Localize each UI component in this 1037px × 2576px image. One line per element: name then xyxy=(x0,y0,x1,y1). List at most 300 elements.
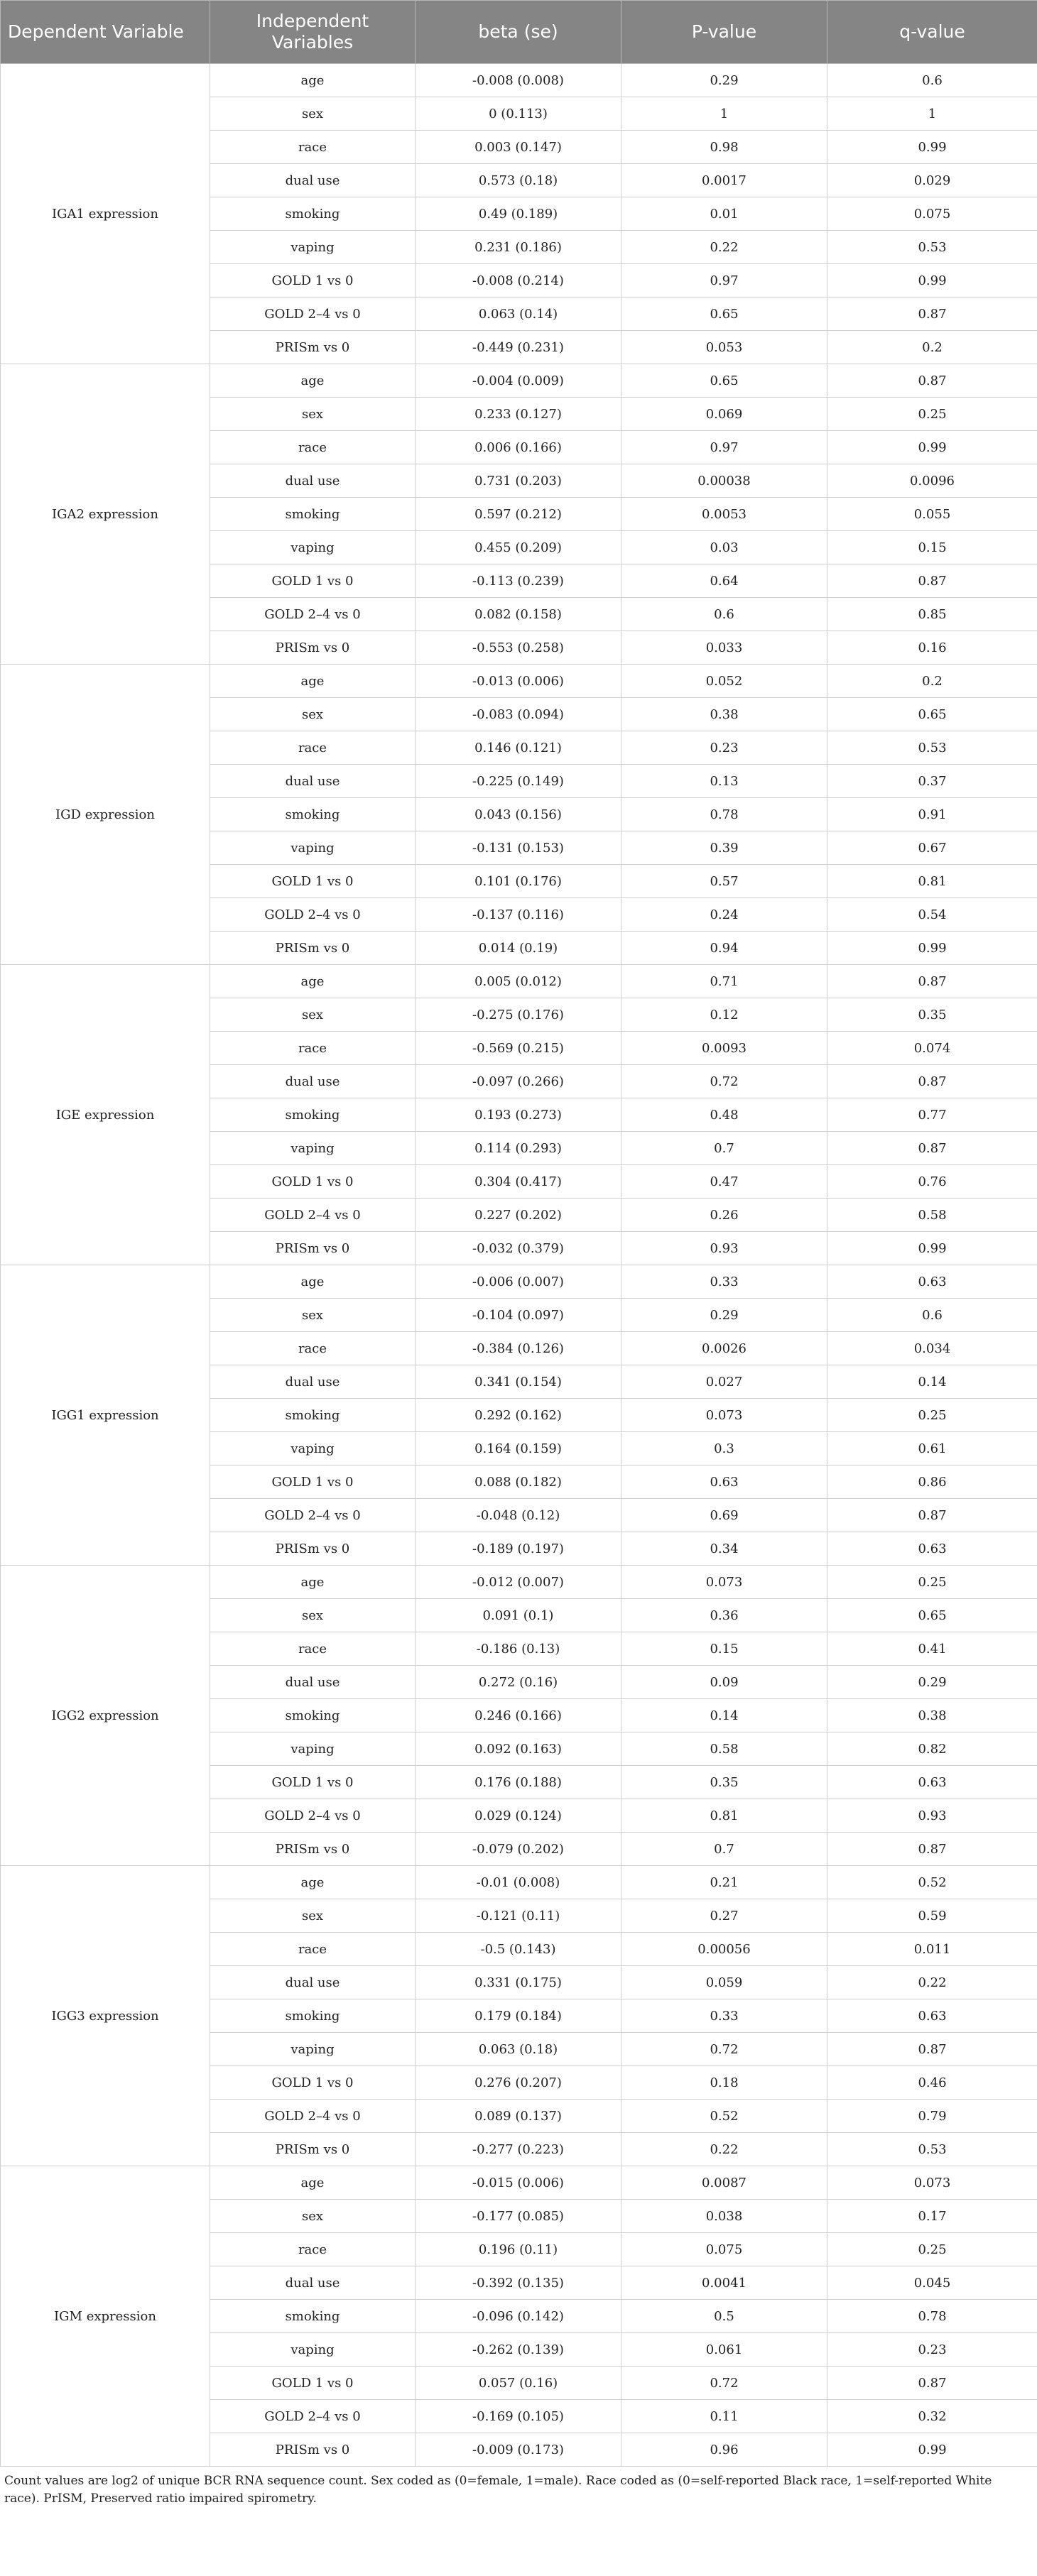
table-row xyxy=(1,965,1037,998)
header-independent-variables: Independent Variables xyxy=(210,1,416,64)
independent-variable-cell: smoking xyxy=(210,197,416,231)
p-value-cell: 0.72 xyxy=(621,2033,827,2066)
dependent-variable-cell: IGE expression xyxy=(1,965,210,1265)
p-value-cell: 0.073 xyxy=(621,1566,827,1599)
p-value-cell: 0.09 xyxy=(621,1666,827,1699)
independent-variable-cell: GOLD 1 vs 0 xyxy=(210,2367,416,2400)
independent-variable-cell: race xyxy=(210,131,416,164)
independent-variable-cell: age xyxy=(210,2166,416,2200)
beta-se-cell: 0.304 (0.417) xyxy=(416,1165,621,1199)
p-value-cell: 0.33 xyxy=(621,1265,827,1299)
q-value-cell: 0.99 xyxy=(827,932,1037,965)
beta-se-cell: -0.189 (0.197) xyxy=(416,1532,621,1566)
q-value-cell: 0.23 xyxy=(827,2333,1037,2367)
independent-variable-cell: sex xyxy=(210,698,416,731)
beta-se-cell: 0.003 (0.147) xyxy=(416,131,621,164)
q-value-cell: 0.58 xyxy=(827,1199,1037,1232)
q-value-cell: 0.075 xyxy=(827,197,1037,231)
independent-variable-cell: vaping xyxy=(210,1732,416,1766)
independent-variable-cell: age xyxy=(210,364,416,398)
beta-se-cell: 0.573 (0.18) xyxy=(416,164,621,197)
independent-variable-cell: GOLD 1 vs 0 xyxy=(210,1165,416,1199)
p-value-cell: 0.72 xyxy=(621,1065,827,1098)
beta-se-cell: 0.005 (0.012) xyxy=(416,965,621,998)
independent-variable-cell: race xyxy=(210,731,416,765)
q-value-cell: 0.65 xyxy=(827,698,1037,731)
q-value-cell: 0.0096 xyxy=(827,464,1037,498)
p-value-cell: 0.00038 xyxy=(621,464,827,498)
p-value-cell: 0.65 xyxy=(621,298,827,331)
independent-variable-cell: sex xyxy=(210,97,416,131)
p-value-cell: 0.97 xyxy=(621,431,827,464)
dependent-variable-cell: IGM expression xyxy=(1,2166,210,2467)
q-value-cell: 0.65 xyxy=(827,1599,1037,1632)
beta-se-cell: -0.008 (0.214) xyxy=(416,264,621,298)
p-value-cell: 0.81 xyxy=(621,1799,827,1833)
p-value-cell: 0.94 xyxy=(621,932,827,965)
beta-se-cell: -0.032 (0.379) xyxy=(416,1232,621,1265)
table-body xyxy=(1,64,1037,2467)
independent-variable-cell: PRISm vs 0 xyxy=(210,631,416,665)
independent-variable-cell: smoking xyxy=(210,798,416,831)
p-value-cell: 0.14 xyxy=(621,1699,827,1732)
beta-se-cell: 0.193 (0.273) xyxy=(416,1098,621,1132)
p-value-cell: 0.075 xyxy=(621,2233,827,2266)
q-value-cell: 0.63 xyxy=(827,1999,1037,2033)
dependent-variable-cell: IGA1 expression xyxy=(1,64,210,364)
beta-se-cell: -0.006 (0.007) xyxy=(416,1265,621,1299)
independent-variable-cell: dual use xyxy=(210,1065,416,1098)
p-value-cell: 0.21 xyxy=(621,1866,827,1899)
beta-se-cell: -0.097 (0.266) xyxy=(416,1065,621,1098)
q-value-cell: 0.46 xyxy=(827,2066,1037,2100)
beta-se-cell: 0.196 (0.11) xyxy=(416,2233,621,2266)
independent-variable-cell: GOLD 1 vs 0 xyxy=(210,865,416,898)
p-value-cell: 0.033 xyxy=(621,631,827,665)
p-value-cell: 0.7 xyxy=(621,1833,827,1866)
independent-variable-cell: vaping xyxy=(210,2333,416,2367)
q-value-cell: 0.25 xyxy=(827,398,1037,431)
table-row xyxy=(1,364,1037,398)
independent-variable-cell: sex xyxy=(210,998,416,1032)
q-value-cell: 0.073 xyxy=(827,2166,1037,2200)
independent-variable-cell: age xyxy=(210,1566,416,1599)
dependent-variable-cell: IGG2 expression xyxy=(1,1566,210,1866)
independent-variable-cell: GOLD 1 vs 0 xyxy=(210,1766,416,1799)
table-row xyxy=(1,2166,1037,2200)
q-value-cell: 0.87 xyxy=(827,2033,1037,2066)
p-value-cell: 0.12 xyxy=(621,998,827,1032)
beta-se-cell: 0.272 (0.16) xyxy=(416,1666,621,1699)
beta-se-cell: 0.49 (0.189) xyxy=(416,197,621,231)
p-value-cell: 0.26 xyxy=(621,1199,827,1232)
p-value-cell: 0.059 xyxy=(621,1966,827,1999)
p-value-cell: 0.00056 xyxy=(621,1933,827,1966)
beta-se-cell: 0.227 (0.202) xyxy=(416,1199,621,1232)
p-value-cell: 0.053 xyxy=(621,331,827,364)
q-value-cell: 0.25 xyxy=(827,2233,1037,2266)
beta-se-cell: 0.057 (0.16) xyxy=(416,2367,621,2400)
independent-variable-cell: dual use xyxy=(210,2266,416,2300)
beta-se-cell: 0.114 (0.293) xyxy=(416,1132,621,1165)
independent-variable-cell: vaping xyxy=(210,231,416,264)
independent-variable-cell: smoking xyxy=(210,2300,416,2333)
q-value-cell: 0.16 xyxy=(827,631,1037,665)
independent-variable-cell: vaping xyxy=(210,1432,416,1466)
beta-se-cell: 0.176 (0.188) xyxy=(416,1766,621,1799)
p-value-cell: 0.0093 xyxy=(621,1032,827,1065)
q-value-cell: 0.15 xyxy=(827,531,1037,564)
q-value-cell: 0.14 xyxy=(827,1365,1037,1399)
beta-se-cell: -0.104 (0.097) xyxy=(416,1299,621,1332)
independent-variable-cell: smoking xyxy=(210,1699,416,1732)
beta-se-cell: 0.089 (0.137) xyxy=(416,2100,621,2133)
q-value-cell: 0.25 xyxy=(827,1566,1037,1599)
p-value-cell: 0.36 xyxy=(621,1599,827,1632)
independent-variable-cell: GOLD 1 vs 0 xyxy=(210,2066,416,2100)
beta-se-cell: -0.083 (0.094) xyxy=(416,698,621,731)
independent-variable-cell: dual use xyxy=(210,464,416,498)
q-value-cell: 0.53 xyxy=(827,231,1037,264)
p-value-cell: 0.027 xyxy=(621,1365,827,1399)
beta-se-cell: 0.731 (0.203) xyxy=(416,464,621,498)
q-value-cell: 0.2 xyxy=(827,331,1037,364)
beta-se-cell: 0.092 (0.163) xyxy=(416,1732,621,1766)
p-value-cell: 0.58 xyxy=(621,1732,827,1766)
q-value-cell: 0.63 xyxy=(827,1532,1037,1566)
p-value-cell: 0.38 xyxy=(621,698,827,731)
header-beta-se: beta (se) xyxy=(416,1,621,64)
p-value-cell: 0.13 xyxy=(621,765,827,798)
beta-se-cell: -0.275 (0.176) xyxy=(416,998,621,1032)
q-value-cell: 0.35 xyxy=(827,998,1037,1032)
beta-se-cell: 0.101 (0.176) xyxy=(416,865,621,898)
beta-se-cell: -0.008 (0.008) xyxy=(416,64,621,97)
independent-variable-cell: smoking xyxy=(210,1399,416,1432)
beta-se-cell: -0.015 (0.006) xyxy=(416,2166,621,2200)
p-value-cell: 0.39 xyxy=(621,831,827,865)
beta-se-cell: -0.01 (0.008) xyxy=(416,1866,621,1899)
q-value-cell: 0.055 xyxy=(827,498,1037,531)
beta-se-cell: -0.262 (0.139) xyxy=(416,2333,621,2367)
q-value-cell: 0.87 xyxy=(827,1132,1037,1165)
q-value-cell: 0.82 xyxy=(827,1732,1037,1766)
q-value-cell: 0.22 xyxy=(827,1966,1037,1999)
q-value-cell: 0.87 xyxy=(827,298,1037,331)
independent-variable-cell: PRISm vs 0 xyxy=(210,1232,416,1265)
p-value-cell: 1 xyxy=(621,97,827,131)
p-value-cell: 0.7 xyxy=(621,1132,827,1165)
independent-variable-cell: race xyxy=(210,1332,416,1365)
q-value-cell: 0.93 xyxy=(827,1799,1037,1833)
p-value-cell: 0.93 xyxy=(621,1232,827,1265)
p-value-cell: 0.29 xyxy=(621,1299,827,1332)
independent-variable-cell: PRISm vs 0 xyxy=(210,1532,416,1566)
p-value-cell: 0.0026 xyxy=(621,1332,827,1365)
q-value-cell: 0.25 xyxy=(827,1399,1037,1432)
beta-se-cell: -0.079 (0.202) xyxy=(416,1833,621,1866)
independent-variable-cell: age xyxy=(210,1265,416,1299)
beta-se-cell: 0.164 (0.159) xyxy=(416,1432,621,1466)
q-value-cell: 0.85 xyxy=(827,598,1037,631)
independent-variable-cell: GOLD 2–4 vs 0 xyxy=(210,2400,416,2433)
q-value-cell: 0.81 xyxy=(827,865,1037,898)
independent-variable-cell: PRISm vs 0 xyxy=(210,331,416,364)
dependent-variable-cell: IGD expression xyxy=(1,665,210,965)
beta-se-cell: 0.088 (0.182) xyxy=(416,1466,621,1499)
beta-se-cell: -0.569 (0.215) xyxy=(416,1032,621,1065)
dependent-variable-cell: IGA2 expression xyxy=(1,364,210,665)
independent-variable-cell: sex xyxy=(210,2200,416,2233)
q-value-cell: 0.87 xyxy=(827,1499,1037,1532)
beta-se-cell: -0.186 (0.13) xyxy=(416,1632,621,1666)
p-value-cell: 0.3 xyxy=(621,1432,827,1466)
beta-se-cell: 0 (0.113) xyxy=(416,97,621,131)
p-value-cell: 0.03 xyxy=(621,531,827,564)
q-value-cell: 0.79 xyxy=(827,2100,1037,2133)
p-value-cell: 0.33 xyxy=(621,1999,827,2033)
beta-se-cell: -0.384 (0.126) xyxy=(416,1332,621,1365)
beta-se-cell: -0.131 (0.153) xyxy=(416,831,621,865)
independent-variable-cell: vaping xyxy=(210,1132,416,1165)
p-value-cell: 0.72 xyxy=(621,2367,827,2400)
q-value-cell: 0.2 xyxy=(827,665,1037,698)
dependent-variable-cell: IGG3 expression xyxy=(1,1866,210,2166)
q-value-cell: 0.29 xyxy=(827,1666,1037,1699)
independent-variable-cell: age xyxy=(210,665,416,698)
p-value-cell: 0.01 xyxy=(621,197,827,231)
p-value-cell: 0.24 xyxy=(621,898,827,932)
q-value-cell: 0.6 xyxy=(827,1299,1037,1332)
p-value-cell: 0.052 xyxy=(621,665,827,698)
beta-se-cell: -0.553 (0.258) xyxy=(416,631,621,665)
beta-se-cell: -0.012 (0.007) xyxy=(416,1566,621,1599)
header-p-value: P-value xyxy=(621,1,827,64)
q-value-cell: 0.99 xyxy=(827,131,1037,164)
independent-variable-cell: GOLD 2–4 vs 0 xyxy=(210,898,416,932)
beta-se-cell: 0.146 (0.121) xyxy=(416,731,621,765)
beta-se-cell: 0.246 (0.166) xyxy=(416,1699,621,1732)
beta-se-cell: 0.029 (0.124) xyxy=(416,1799,621,1833)
table-row xyxy=(1,64,1037,97)
q-value-cell: 0.86 xyxy=(827,1466,1037,1499)
q-value-cell: 0.76 xyxy=(827,1165,1037,1199)
independent-variable-cell: GOLD 1 vs 0 xyxy=(210,1466,416,1499)
table-row xyxy=(1,1265,1037,1299)
q-value-cell: 0.32 xyxy=(827,2400,1037,2433)
q-value-cell: 0.87 xyxy=(827,2367,1037,2400)
beta-se-cell: -0.113 (0.239) xyxy=(416,564,621,598)
q-value-cell: 0.37 xyxy=(827,765,1037,798)
p-value-cell: 0.073 xyxy=(621,1399,827,1432)
p-value-cell: 0.64 xyxy=(621,564,827,598)
p-value-cell: 0.0053 xyxy=(621,498,827,531)
independent-variable-cell: race xyxy=(210,1632,416,1666)
dependent-variable-cell: IGG1 expression xyxy=(1,1265,210,1566)
p-value-cell: 0.78 xyxy=(621,798,827,831)
p-value-cell: 0.069 xyxy=(621,398,827,431)
beta-se-cell: 0.276 (0.207) xyxy=(416,2066,621,2100)
p-value-cell: 0.22 xyxy=(621,231,827,264)
q-value-cell: 0.6 xyxy=(827,64,1037,97)
beta-se-cell: 0.014 (0.19) xyxy=(416,932,621,965)
p-value-cell: 0.061 xyxy=(621,2333,827,2367)
beta-se-cell: 0.597 (0.212) xyxy=(416,498,621,531)
beta-se-cell: -0.004 (0.009) xyxy=(416,364,621,398)
beta-se-cell: -0.449 (0.231) xyxy=(416,331,621,364)
beta-se-cell: 0.341 (0.154) xyxy=(416,1365,621,1399)
p-value-cell: 0.96 xyxy=(621,2433,827,2467)
beta-se-cell: 0.331 (0.175) xyxy=(416,1966,621,1999)
independent-variable-cell: GOLD 2–4 vs 0 xyxy=(210,598,416,631)
q-value-cell: 0.17 xyxy=(827,2200,1037,2233)
table-row xyxy=(1,1866,1037,1899)
q-value-cell: 0.61 xyxy=(827,1432,1037,1466)
p-value-cell: 0.27 xyxy=(621,1899,827,1933)
p-value-cell: 0.52 xyxy=(621,2100,827,2133)
q-value-cell: 0.87 xyxy=(827,564,1037,598)
p-value-cell: 0.15 xyxy=(621,1632,827,1666)
independent-variable-cell: GOLD 2–4 vs 0 xyxy=(210,1799,416,1833)
q-value-cell: 0.63 xyxy=(827,1265,1037,1299)
p-value-cell: 0.57 xyxy=(621,865,827,898)
p-value-cell: 0.11 xyxy=(621,2400,827,2433)
beta-se-cell: 0.063 (0.14) xyxy=(416,298,621,331)
independent-variable-cell: dual use xyxy=(210,1966,416,1999)
independent-variable-cell: GOLD 2–4 vs 0 xyxy=(210,1199,416,1232)
independent-variable-cell: age xyxy=(210,64,416,97)
independent-variable-cell: PRISm vs 0 xyxy=(210,1833,416,1866)
q-value-cell: 0.87 xyxy=(827,1833,1037,1866)
independent-variable-cell: PRISm vs 0 xyxy=(210,2133,416,2166)
beta-se-cell: -0.5 (0.143) xyxy=(416,1933,621,1966)
table-row xyxy=(1,1566,1037,1599)
beta-se-cell: -0.121 (0.11) xyxy=(416,1899,621,1933)
independent-variable-cell: PRISm vs 0 xyxy=(210,2433,416,2467)
beta-se-cell: 0.233 (0.127) xyxy=(416,398,621,431)
p-value-cell: 0.22 xyxy=(621,2133,827,2166)
independent-variable-cell: smoking xyxy=(210,1999,416,2033)
q-value-cell: 0.63 xyxy=(827,1766,1037,1799)
independent-variable-cell: PRISm vs 0 xyxy=(210,932,416,965)
independent-variable-cell: GOLD 1 vs 0 xyxy=(210,564,416,598)
beta-se-cell: -0.048 (0.12) xyxy=(416,1499,621,1532)
q-value-cell: 0.99 xyxy=(827,1232,1037,1265)
q-value-cell: 0.045 xyxy=(827,2266,1037,2300)
q-value-cell: 0.38 xyxy=(827,1699,1037,1732)
beta-se-cell: -0.277 (0.223) xyxy=(416,2133,621,2166)
q-value-cell: 0.029 xyxy=(827,164,1037,197)
p-value-cell: 0.97 xyxy=(621,264,827,298)
independent-variable-cell: sex xyxy=(210,398,416,431)
beta-se-cell: 0.043 (0.156) xyxy=(416,798,621,831)
table-header xyxy=(1,1,1037,64)
beta-se-cell: -0.177 (0.085) xyxy=(416,2200,621,2233)
p-value-cell: 0.65 xyxy=(621,364,827,398)
q-value-cell: 1 xyxy=(827,97,1037,131)
p-value-cell: 0.6 xyxy=(621,598,827,631)
p-value-cell: 0.038 xyxy=(621,2200,827,2233)
beta-se-cell: -0.096 (0.142) xyxy=(416,2300,621,2333)
p-value-cell: 0.18 xyxy=(621,2066,827,2100)
independent-variable-cell: age xyxy=(210,1866,416,1899)
independent-variable-cell: GOLD 2–4 vs 0 xyxy=(210,1499,416,1532)
q-value-cell: 0.91 xyxy=(827,798,1037,831)
q-value-cell: 0.87 xyxy=(827,1065,1037,1098)
independent-variable-cell: vaping xyxy=(210,2033,416,2066)
beta-se-cell: 0.063 (0.18) xyxy=(416,2033,621,2066)
independent-variable-cell: smoking xyxy=(210,1098,416,1132)
q-value-cell: 0.77 xyxy=(827,1098,1037,1132)
independent-variable-cell: dual use xyxy=(210,765,416,798)
independent-variable-cell: dual use xyxy=(210,1365,416,1399)
table-row xyxy=(1,665,1037,698)
independent-variable-cell: vaping xyxy=(210,531,416,564)
q-value-cell: 0.53 xyxy=(827,731,1037,765)
header-q-value: q-value xyxy=(827,1,1037,64)
independent-variable-cell: age xyxy=(210,965,416,998)
q-value-cell: 0.99 xyxy=(827,264,1037,298)
p-value-cell: 0.98 xyxy=(621,131,827,164)
independent-variable-cell: GOLD 2–4 vs 0 xyxy=(210,298,416,331)
p-value-cell: 0.0017 xyxy=(621,164,827,197)
q-value-cell: 0.59 xyxy=(827,1899,1037,1933)
independent-variable-cell: sex xyxy=(210,1599,416,1632)
beta-se-cell: 0.082 (0.158) xyxy=(416,598,621,631)
p-value-cell: 0.34 xyxy=(621,1532,827,1566)
independent-variable-cell: smoking xyxy=(210,498,416,531)
q-value-cell: 0.87 xyxy=(827,965,1037,998)
q-value-cell: 0.011 xyxy=(827,1933,1037,1966)
independent-variable-cell: race xyxy=(210,1933,416,1966)
q-value-cell: 0.074 xyxy=(827,1032,1037,1065)
p-value-cell: 0.71 xyxy=(621,965,827,998)
independent-variable-cell: race xyxy=(210,431,416,464)
q-value-cell: 0.78 xyxy=(827,2300,1037,2333)
beta-se-cell: 0.179 (0.184) xyxy=(416,1999,621,2033)
beta-se-cell: 0.455 (0.209) xyxy=(416,531,621,564)
table-footnote: Count values are log2 of unique BCR RNA sequence count. Sex coded as (0=female, 1=male). Race coded as (0=self-reported Black race, 1=self-reported White race). PrISM, Preserved ratio impaired spirometry. xyxy=(4,2474,992,2506)
p-value-cell: 0.0087 xyxy=(621,2166,827,2200)
beta-se-cell: 0.231 (0.186) xyxy=(416,231,621,264)
independent-variable-cell: GOLD 2–4 vs 0 xyxy=(210,2100,416,2133)
beta-se-cell: -0.392 (0.135) xyxy=(416,2266,621,2300)
q-value-cell: 0.54 xyxy=(827,898,1037,932)
beta-se-cell: -0.009 (0.173) xyxy=(416,2433,621,2467)
p-value-cell: 0.29 xyxy=(621,64,827,97)
q-value-cell: 0.87 xyxy=(827,364,1037,398)
beta-se-cell: 0.006 (0.166) xyxy=(416,431,621,464)
beta-se-cell: 0.091 (0.1) xyxy=(416,1599,621,1632)
p-value-cell: 0.69 xyxy=(621,1499,827,1532)
independent-variable-cell: dual use xyxy=(210,1666,416,1699)
independent-variable-cell: dual use xyxy=(210,164,416,197)
beta-se-cell: 0.292 (0.162) xyxy=(416,1399,621,1432)
beta-se-cell: -0.137 (0.116) xyxy=(416,898,621,932)
independent-variable-cell: race xyxy=(210,2233,416,2266)
q-value-cell: 0.99 xyxy=(827,2433,1037,2467)
q-value-cell: 0.41 xyxy=(827,1632,1037,1666)
q-value-cell: 0.53 xyxy=(827,2133,1037,2166)
q-value-cell: 0.034 xyxy=(827,1332,1037,1365)
header-dependent-variable: Dependent Variable xyxy=(1,1,210,64)
beta-se-cell: -0.169 (0.105) xyxy=(416,2400,621,2433)
p-value-cell: 0.23 xyxy=(621,731,827,765)
independent-variable-cell: sex xyxy=(210,1299,416,1332)
p-value-cell: 0.63 xyxy=(621,1466,827,1499)
header-row xyxy=(1,1,1037,64)
independent-variable-cell: vaping xyxy=(210,831,416,865)
